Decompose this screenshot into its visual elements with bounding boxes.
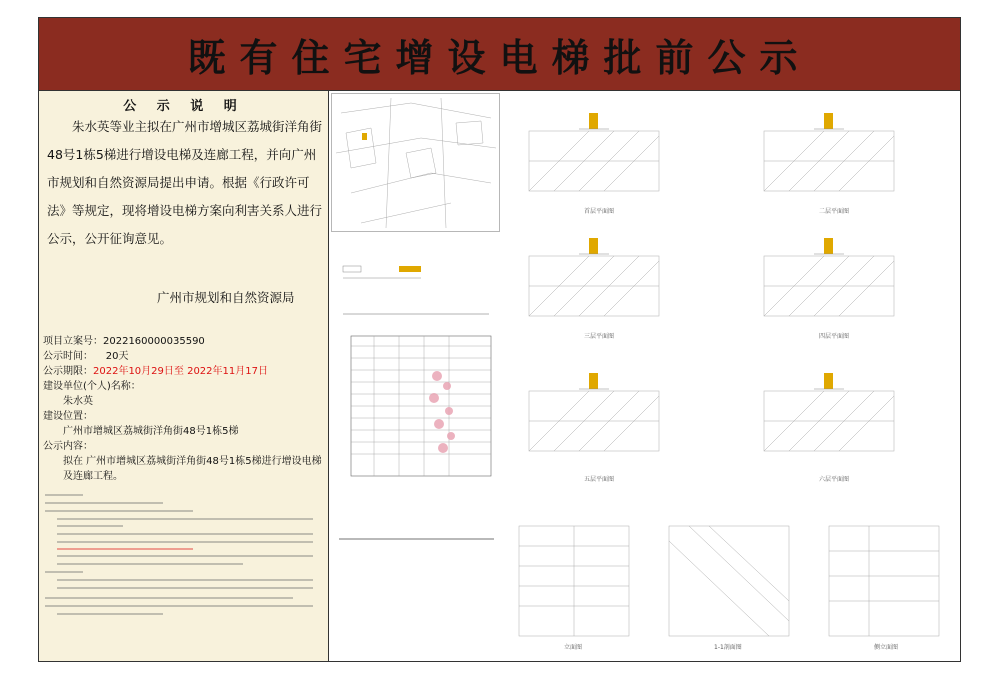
project-no-label: 项目立案号： — [43, 336, 103, 347]
notice-body: 朱水英等业主拟在广州市增城区荔城街洋角街48号1栋5梯进行增设电梯及连廊工程，并向广州市规划和自然资源局提出申请。根据《行政许可法》等规定，现将增设电梯方案向利害关系人进行公示，公开征询意见。 — [47, 119, 323, 246]
period-label: 公示时间： — [43, 351, 93, 362]
plan-label-6: 六层平面图 — [819, 476, 850, 483]
plan-6 — [764, 373, 894, 451]
plan-label-5: 五层平面图 — [584, 476, 615, 483]
notes-lines — [43, 491, 325, 641]
title-banner — [39, 18, 960, 91]
floor-plans — [509, 101, 959, 511]
project-no: 2022160000035590 — [103, 336, 205, 347]
notice-frame — [38, 17, 961, 662]
content-value: 拟在 广州市增城区荔城街洋角街48号1栋5梯进行增设电梯及连廊工程。 — [63, 456, 322, 482]
notice-heading: 公 示 说 明 — [123, 99, 245, 114]
project-info — [43, 334, 325, 484]
elevation-label-2: 1-1剖面图 — [714, 644, 742, 651]
location-label: 建设位置： — [43, 411, 93, 422]
plan-label-4: 四层平面图 — [819, 333, 850, 340]
location-value: 广州市增城区荔城街洋角街48号1栋5梯 — [63, 426, 239, 437]
plan-label-3: 三层平面图 — [584, 333, 615, 340]
notes-block — [43, 491, 325, 645]
elevations — [509, 521, 954, 656]
plan-label-2: 二层平面图 — [819, 208, 850, 215]
plan-3 — [529, 238, 659, 316]
elevation-label-1: 立面图 — [564, 644, 583, 651]
applicant-value: 朱水英 — [63, 396, 93, 407]
content-label: 公示内容： — [43, 441, 93, 452]
plan-5 — [529, 373, 659, 451]
dates-value: 2022年10月29日至 2022年11月17日 — [93, 366, 268, 377]
plan-4 — [764, 238, 894, 316]
plan-label-1: 首层平面图 — [584, 208, 615, 215]
notice-organization: 广州市规划和自然资源局 — [157, 290, 295, 305]
drawings-panel — [329, 91, 960, 661]
dates-label: 公示期限： — [43, 366, 93, 377]
elevation-label-3: 侧立面图 — [874, 644, 899, 651]
site-marker — [362, 133, 367, 140]
notice-panel — [39, 91, 329, 661]
signature-table — [339, 246, 499, 481]
period-value: 20天 — [105, 351, 129, 362]
divider-line — [339, 536, 499, 542]
site-map — [331, 93, 501, 233]
page-title: 既有住宅增设电梯批前公示 — [187, 34, 812, 80]
applicant-label: 建设单位(个人)名称： — [43, 381, 141, 392]
plan-1 — [529, 113, 659, 191]
plan-2 — [764, 113, 894, 191]
